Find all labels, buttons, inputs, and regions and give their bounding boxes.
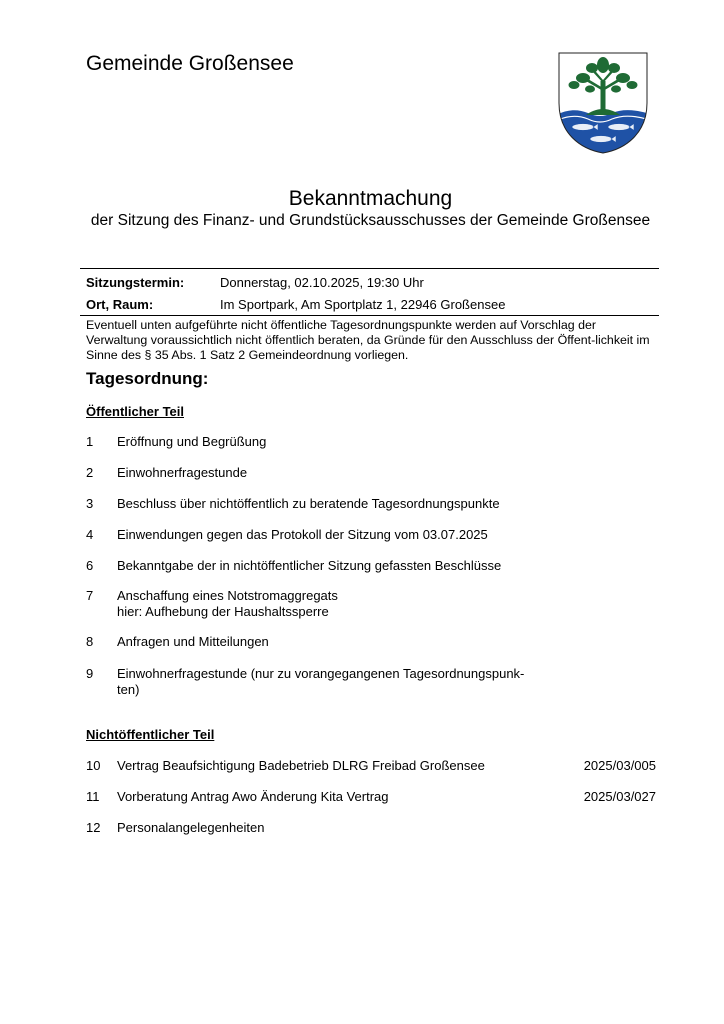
item-number: 7 xyxy=(86,588,94,603)
agenda-item-10 xyxy=(86,758,656,774)
place-label: Ort, Raum: xyxy=(86,297,154,312)
municipality-name: Gemeinde Großensee xyxy=(86,52,294,75)
item-reference: 2025/03/005 xyxy=(583,758,656,773)
agenda-item-8 xyxy=(86,634,656,650)
item-number: 11 xyxy=(86,789,100,804)
coat-of-arms-icon xyxy=(556,51,650,155)
agenda-item-1 xyxy=(86,434,656,450)
private-section-title: Nichtöffentlicher Teil xyxy=(86,727,215,742)
item-number: 4 xyxy=(86,527,94,542)
item-text-continued: hier: Aufhebung der Haushaltssperre xyxy=(117,604,329,619)
agenda-heading: Tagesordnung: xyxy=(86,369,209,388)
item-text: Bekanntgabe der in nichtöffentlicher Sitzung gefassten Beschlüsse xyxy=(117,558,502,573)
notice-text: Eventuell unten aufgeführte nicht öffentliche Tagesordnungspunkte werden auf Vorschlag der Verwaltung voraussichtlich nicht öffentlich beraten, da Gründe für den Ausschluss der Öffent-lichkeit im Sinne des § 35 Abs. 1 Satz 2 Gemeindeordnung vorliegen. xyxy=(86,318,650,362)
item-text: Anschaffung eines Notstromaggregats xyxy=(117,588,338,603)
agenda-item-11 xyxy=(86,789,656,805)
bottom-divider xyxy=(80,315,659,316)
page-subtitle: der Sitzung des Finanz- und Grundstücksausschusses der Gemeinde Großensee xyxy=(90,212,651,229)
agenda-item-12 xyxy=(86,820,656,836)
item-text-continued: ten) xyxy=(117,682,140,697)
item-text: Eröffnung und Begrüßung xyxy=(117,434,267,449)
agenda-item-9 xyxy=(86,666,656,698)
public-section-title: Öffentlicher Teil xyxy=(86,404,184,419)
item-text: Vorberatung Antrag Awo Änderung Kita Vertrag xyxy=(117,789,389,804)
date-label: Sitzungstermin: xyxy=(86,275,185,290)
place-value: Im Sportpark, Am Sportplatz 1, 22946 Großensee xyxy=(220,297,506,312)
top-divider xyxy=(80,268,659,269)
item-number: 10 xyxy=(86,758,101,773)
agenda-item-6 xyxy=(86,558,656,574)
item-text: Anfragen und Mitteilungen xyxy=(117,634,269,649)
item-reference: 2025/03/027 xyxy=(583,789,656,804)
item-text: Einwohnerfragestunde (nur zu vorangegangenen Tagesordnungspunk- xyxy=(117,666,525,681)
item-text: Vertrag Beaufsichtigung Badebetrieb DLRG Freibad Großensee xyxy=(117,758,485,773)
item-text: Personalangelegenheiten xyxy=(117,820,265,835)
agenda-item-4 xyxy=(86,527,656,543)
agenda-item-7 xyxy=(86,588,656,620)
item-number: 9 xyxy=(86,666,94,681)
item-text: Beschluss über nichtöffentlich zu beratende Tagesordnungspunkte xyxy=(117,496,500,511)
item-number: 8 xyxy=(86,634,94,649)
item-text: Einwohnerfragestunde xyxy=(117,465,248,480)
item-number: 6 xyxy=(86,558,94,573)
item-text: Einwendungen gegen das Protokoll der Sitzung vom 03.07.2025 xyxy=(117,527,488,542)
agenda-item-3 xyxy=(86,496,656,512)
item-number: 1 xyxy=(86,434,94,449)
item-number: 3 xyxy=(86,496,94,511)
agenda-item-2 xyxy=(86,465,656,481)
page-title: Bekanntmachung xyxy=(288,187,453,210)
item-number: 2 xyxy=(86,465,94,480)
item-number: 12 xyxy=(86,820,101,835)
date-value: Donnerstag, 02.10.2025, 19:30 Uhr xyxy=(220,275,424,290)
